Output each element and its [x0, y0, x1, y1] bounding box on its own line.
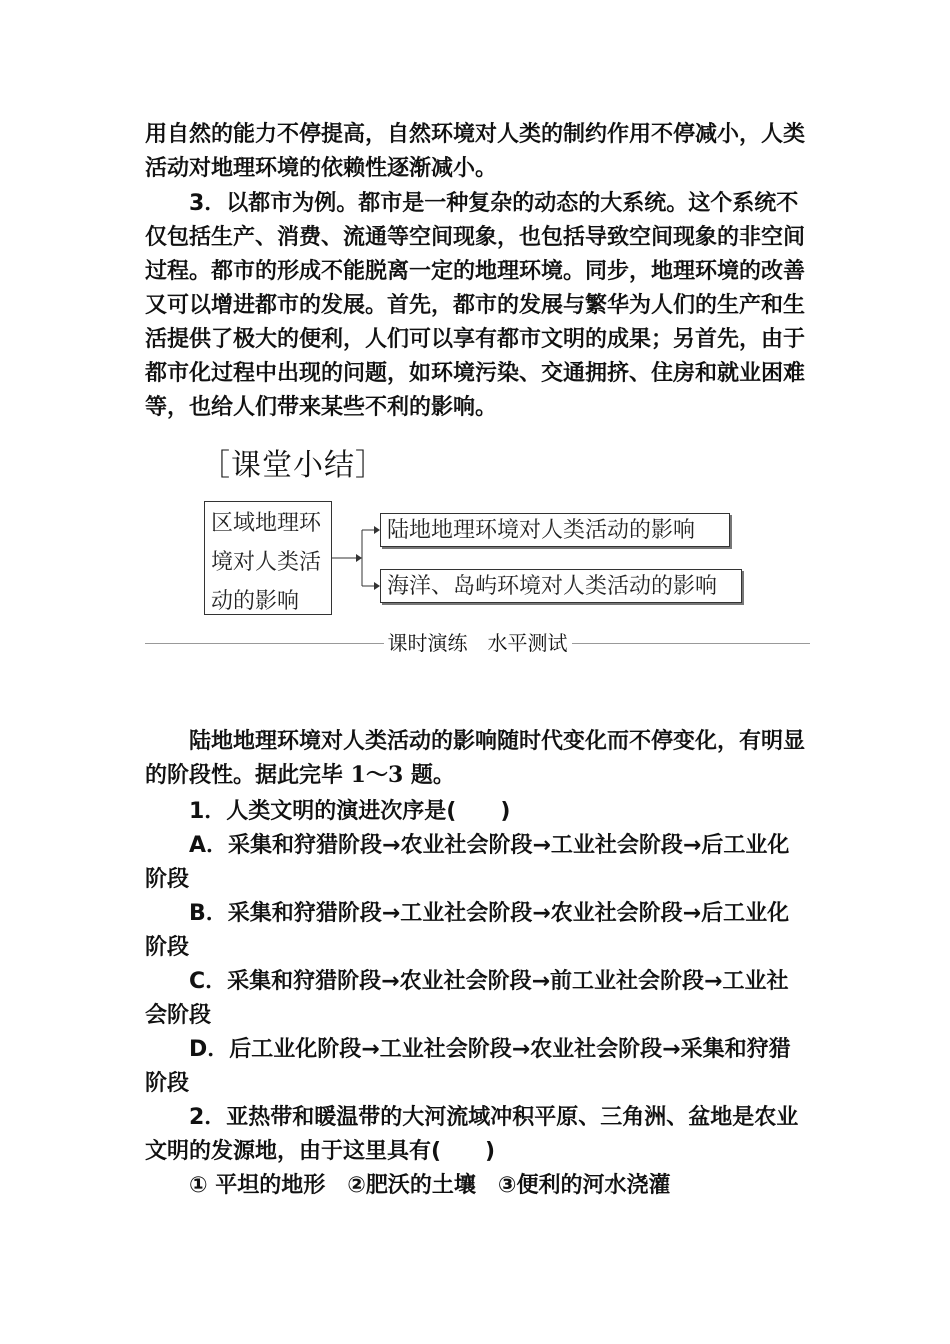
- question-1-option-a: A．采集和狩猎阶段→农业社会阶段→工业社会阶段→后工业化阶段: [145, 833, 790, 892]
- main-box-line: 境对人类活: [211, 550, 322, 575]
- summary-branch-land: 陆地地理环境对人类活动的影响: [380, 513, 730, 547]
- main-box-line: 动的影响: [211, 589, 300, 614]
- question-1-stem: 1．人类文明的演进次序是( ): [189, 799, 511, 824]
- summary-branch-ocean: 海洋、岛屿环境对人类活动的影响: [380, 569, 742, 603]
- divider-label: 课时演练 水平测试: [384, 631, 572, 655]
- summary-connector: [332, 520, 382, 592]
- main-box-line: 区域地理环: [211, 511, 322, 536]
- summary-main-box: [204, 501, 332, 615]
- question-2-stem: 2．亚热带和暖温带的大河流域冲积平原、三角洲、盆地是农业文明的发源地，由于这里具有( ): [145, 1105, 799, 1164]
- question-1-option-b: B．采集和狩猎阶段→工业社会阶段→农业社会阶段→后工业化阶段: [145, 901, 790, 960]
- intro-text: 陆地地理环境对人类活动的影响随时代变化而不停变化，有明显的阶段性。据此完毕 1～3 题。: [145, 728, 806, 788]
- paragraph-text: 3．以都市为例。都市是一种复杂的动态的大系统。这个系统不仅包括生产、消费、流通等空间现象，也包括导致空间现象的非空间过程。都市的形成不能脱离一定的地理环境。同步，地理环境的改善又可以增进都市的发展。首先，都市的发展与繁华为人们的生产和生活提供了极大的便利，人们可以享有都市文明的成果；另首先，由于都市化过程中出现的问题，如环境污染、交通拥挤、住房和就业困难等，也给人们带来某些不利的影响。: [145, 191, 806, 420]
- paragraph-example-city: [145, 187, 810, 425]
- section-divider: [145, 629, 810, 657]
- connector-arrowhead: [356, 554, 362, 562]
- class-summary-title: ［课堂小结］: [200, 448, 386, 483]
- paragraph-continuation: [145, 118, 810, 186]
- question-1-option-d: D．后工业化阶段→工业社会阶段→农业社会阶段→采集和狩猎阶段: [145, 1037, 791, 1096]
- question-2-items: ① 平坦的地形 ②肥沃的土壤 ③便利的河水浇灌: [189, 1173, 671, 1198]
- paragraph-text: 用自然的能力不停提高，自然环境对人类的制约作用不停减小，人类活动对地理环境的依赖性逐渐减小。: [145, 122, 806, 181]
- question-section: [145, 795, 810, 1203]
- question-1-option-c: C．采集和狩猎阶段→农业社会阶段→前工业社会阶段→工业社会阶段: [145, 969, 789, 1028]
- question-intro: [145, 724, 810, 792]
